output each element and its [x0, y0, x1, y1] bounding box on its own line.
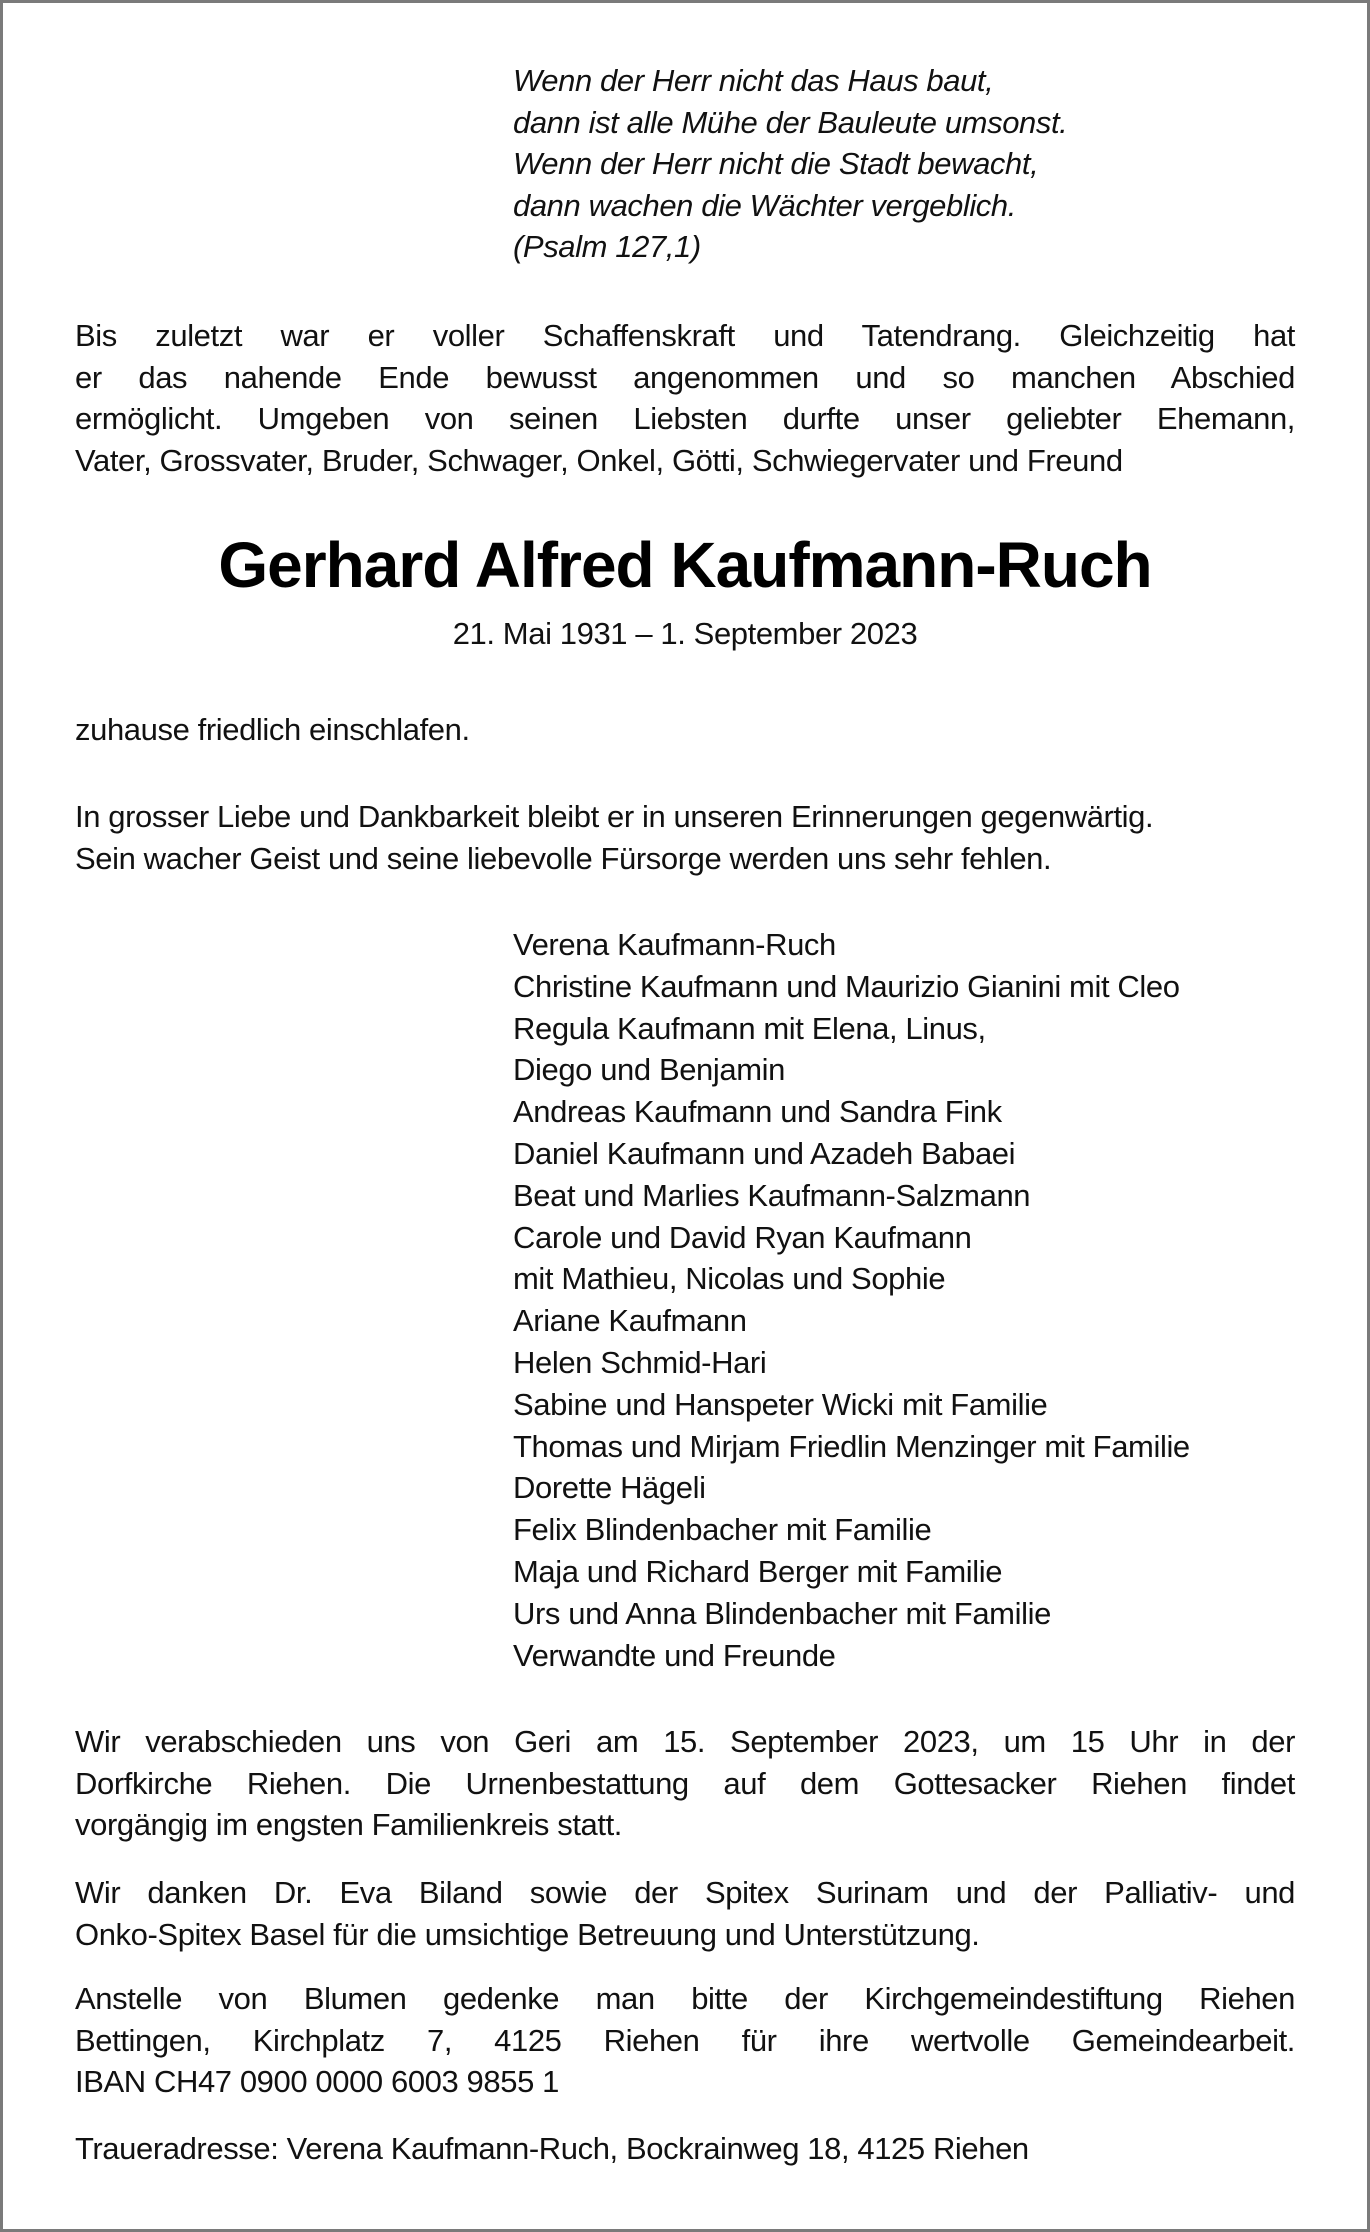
text-line: In grosser Liebe und Dankbarkeit bleibt er in unseren Erinnerungen gegenwärtig.	[75, 799, 1154, 834]
text-line: Sein wacher Geist und seine liebevolle Fürsorge werden uns sehr fehlen.	[75, 840, 1052, 876]
passing-text	[75, 709, 1295, 751]
text-line: Vater, Grossvater, Bruder, Schwager, Onkel, Götti, Schwiegervater und Freund	[75, 442, 1123, 478]
text-line: Traueradresse: Verena Kaufmann-Ruch, Bockrainweg 18, 4125 Riehen	[75, 2131, 1029, 2166]
mourner: Helen Schmid-Hari	[513, 1344, 767, 1380]
memory-paragraph	[75, 796, 1295, 879]
mourner: Verena Kaufmann-Ruch	[513, 927, 836, 962]
life-dates: 21. Mai 1931 – 1. September 2023	[452, 616, 918, 651]
quote-line: dann wachen die Wächter vergeblich.	[513, 187, 1016, 223]
mourner: Dorette Hägeli	[513, 1470, 706, 1506]
mourner: Regula Kaufmann mit Elena, Linus,	[513, 1010, 986, 1046]
donation-paragraph	[75, 1978, 1295, 2103]
mourner: Verwandte und Freunde	[513, 1637, 836, 1673]
mourner: Urs und Anna Blindenbacher mit Familie	[513, 1595, 1051, 1631]
mourning-address	[75, 2128, 1295, 2170]
mourner: Daniel Kaufmann und Azadeh Babaei	[513, 1135, 1016, 1171]
farewell-paragraph	[75, 1721, 1295, 1846]
text-line: Wir danken Dr. Eva Biland sowie der Spitex Surinam und der Palliativ- und	[75, 1875, 1295, 1910]
text-line: Bettingen, Kirchplatz 7, 4125 Riehen für ihre wertvolle Gemeindearbeit.	[75, 2022, 1295, 2058]
text-line: vorgängig im engsten Familienkreis statt.	[75, 1807, 623, 1842]
quote-line: Wenn der Herr nicht die Stadt bewacht,	[513, 146, 1039, 181]
quote-citation: (Psalm 127,1)	[513, 229, 701, 264]
deceased-name: Gerhard Alfred Kaufmann-Ruch	[218, 529, 1152, 601]
mourner: Thomas und Mirjam Friedlin Menzinger mit Familie	[513, 1428, 1190, 1464]
intro-paragraph	[75, 315, 1295, 481]
mourner: Ariane Kaufmann	[513, 1303, 747, 1339]
iban: IBAN CH47 0900 0000 6003 9855 1	[75, 2064, 559, 2099]
mourner: Sabine und Hanspeter Wicki mit Familie	[513, 1386, 1048, 1422]
mourner: Andreas Kaufmann und Sandra Fink	[513, 1094, 1002, 1130]
thanks-paragraph	[75, 1872, 1295, 1955]
mourner: Maja und Richard Berger mit Familie	[513, 1553, 1003, 1589]
quote-line: dann ist alle Mühe der Bauleute umsonst.	[513, 104, 1068, 140]
mourner: Felix Blindenbacher mit Familie	[513, 1512, 932, 1548]
quote-line: Wenn der Herr nicht das Haus baut,	[513, 63, 994, 98]
mourner: Christine Kaufmann und Maurizio Gianini mit Cleo	[513, 968, 1180, 1004]
mourner: Diego und Benjamin	[513, 1052, 785, 1088]
text-line: ermöglicht. Umgeben von seinen Liebsten durfte unser geliebter Ehemann,	[75, 401, 1295, 436]
mourners-list	[513, 924, 1190, 1676]
text-line: er das nahende Ende bewusst angenommen und so manchen Abschied	[75, 359, 1295, 395]
psalm-quote	[513, 60, 1067, 268]
text-line: zuhause friedlich einschlafen.	[75, 712, 470, 747]
text-line: Wir verabschieden uns von Geri am 15. September 2023, um 15 Uhr in der	[75, 1724, 1295, 1759]
text-line: Dorfkirche Riehen. Die Urnenbestattung auf dem Gottesacker Riehen findet	[75, 1765, 1295, 1801]
mourner: Beat und Marlies Kaufmann-Salzmann	[513, 1177, 1031, 1213]
mourner: mit Mathieu, Nicolas und Sophie	[513, 1261, 946, 1297]
text-line: Onko-Spitex Basel für die umsichtige Betreuung und Unterstützung.	[75, 1916, 980, 1952]
text-line: Anstelle von Blumen gedenke man bitte der Kirchgemeindestiftung Riehen	[75, 1981, 1295, 2016]
text-line: Bis zuletzt war er voller Schaffenskraft und Tatendrang. Gleichzeitig hat	[75, 318, 1295, 353]
mourner: Carole und David Ryan Kaufmann	[513, 1219, 972, 1255]
